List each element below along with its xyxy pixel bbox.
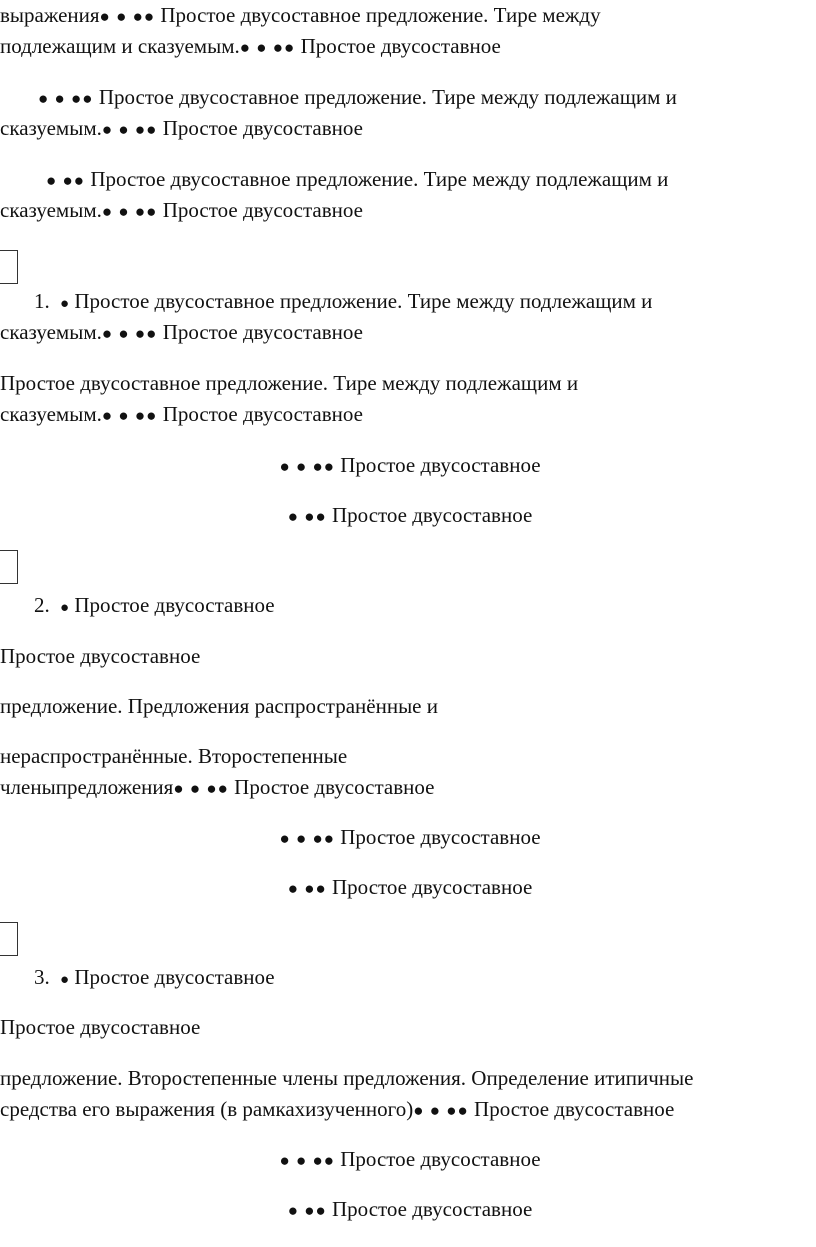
bullet-dots: ● ● ●● — [101, 202, 158, 221]
centered-line — [0, 450, 810, 482]
bullet-dots: ● ● ●● — [279, 1151, 336, 1170]
paragraph-line — [0, 164, 810, 196]
centered-line — [0, 1194, 810, 1226]
line-text: предложение. Второстепенные члены предложения. Определение итипичные — [0, 1066, 694, 1090]
line-text: Простое двусоставное предложение. Тире между подлежащим и — [74, 289, 653, 313]
bullet-dot: ● — [60, 600, 70, 616]
line-text: Простое двусоставное — [300, 34, 501, 58]
bullet-dots: ● ● ●● — [239, 38, 296, 57]
bullet-dots: ● ●● — [287, 879, 327, 898]
line-text: Простое двусоставное — [332, 503, 533, 527]
line-prefix: подлежащим и сказуемым. — [0, 34, 240, 58]
bullet-dots: ● ● ●● — [101, 120, 158, 139]
paragraph-line — [0, 772, 810, 804]
paragraph-line — [0, 641, 810, 672]
paragraph-line — [0, 741, 810, 772]
line-prefix: средства его выражения (в рамкахизученного) — [0, 1097, 414, 1121]
list-number: 1. — [34, 289, 50, 313]
line-prefix: сказуемым. — [0, 198, 102, 222]
bullet-dots: ● ●● — [46, 171, 86, 190]
line-text: Простое двусоставное — [74, 593, 275, 617]
line-text: Простое двусоставное предложение. Тире между подлежащим и — [0, 371, 579, 395]
paragraph-line — [0, 1063, 810, 1094]
line-text: Простое двусоставное — [474, 1097, 675, 1121]
list-item — [0, 962, 810, 996]
line-text: Простое двусоставное — [162, 198, 363, 222]
centered-line — [0, 500, 810, 532]
line-text: Простое двусоставное — [0, 644, 201, 668]
bullet-dot: ● — [60, 972, 70, 988]
line-text: Простое двусоставное предложение. Тире между подлежащим и — [98, 85, 677, 109]
centered-line — [0, 822, 810, 854]
bullet-dots: ● ● ●● — [99, 7, 156, 26]
line-text: Простое двусоставное — [162, 116, 363, 140]
bullet-dots: ● ● ●● — [38, 89, 94, 108]
paragraph-line — [0, 82, 810, 114]
line-text: Простое двусоставное предложение. Тире между — [160, 3, 601, 27]
list-number: 2. — [34, 593, 50, 617]
bullet-dots: ● ● ●● — [279, 457, 336, 476]
line-prefix: сказуемым. — [0, 116, 102, 140]
list-marker-box — [0, 550, 18, 584]
line-prefix: членыпредложения — [0, 775, 174, 799]
bullet-dots: ● ● ●● — [413, 1101, 469, 1120]
paragraph-line — [0, 691, 810, 722]
list-marker-box — [0, 922, 18, 956]
line-text: Простое двусоставное — [332, 1197, 533, 1221]
paragraph-line — [0, 399, 810, 431]
bullet-dots: ● ● ●● — [101, 406, 158, 425]
paragraph-line — [0, 1012, 810, 1043]
line-text: Простое двусоставное — [0, 1015, 201, 1039]
line-text: Простое двусоставное — [234, 775, 435, 799]
line-text: Простое двусоставное предложение. Тире между подлежащим и — [90, 167, 669, 191]
paragraph-line — [0, 31, 810, 63]
centered-line — [0, 872, 810, 904]
paragraph-line — [0, 317, 810, 349]
paragraph-line — [0, 0, 810, 32]
list-item — [0, 286, 810, 320]
line-prefix: выражения — [0, 3, 100, 27]
line-text: нераспространённые. Второстепенные — [0, 744, 348, 768]
paragraph-line — [0, 368, 810, 399]
line-text: Простое двусоставное — [332, 875, 533, 899]
line-text: предложение. Предложения распространённые и — [0, 694, 438, 718]
line-text: Простое двусоставное — [162, 320, 363, 344]
line-prefix: сказуемым. — [0, 402, 102, 426]
bullet-dot: ● — [60, 296, 70, 312]
line-text: Простое двусоставное — [340, 825, 541, 849]
paragraph-line — [0, 113, 810, 145]
paragraph-line — [0, 1094, 810, 1126]
line-text: Простое двусоставное — [74, 965, 275, 989]
line-text: Простое двусоставное — [340, 453, 541, 477]
line-text: Простое двусоставное — [340, 1147, 541, 1171]
bullet-dots: ● ●● — [287, 507, 327, 526]
list-item — [0, 590, 810, 624]
centered-line — [0, 1144, 810, 1176]
line-prefix: сказуемым. — [0, 320, 102, 344]
list-number: 3. — [34, 965, 50, 989]
paragraph-line — [0, 195, 810, 227]
bullet-dots: ● ● ●● — [101, 324, 158, 343]
bullet-dots: ● ● ●● — [279, 829, 336, 848]
list-marker-box — [0, 250, 18, 284]
bullet-dots: ● ●● — [287, 1201, 327, 1220]
line-text: Простое двусоставное — [162, 402, 363, 426]
bullet-dots: ● ● ●● — [173, 779, 229, 798]
